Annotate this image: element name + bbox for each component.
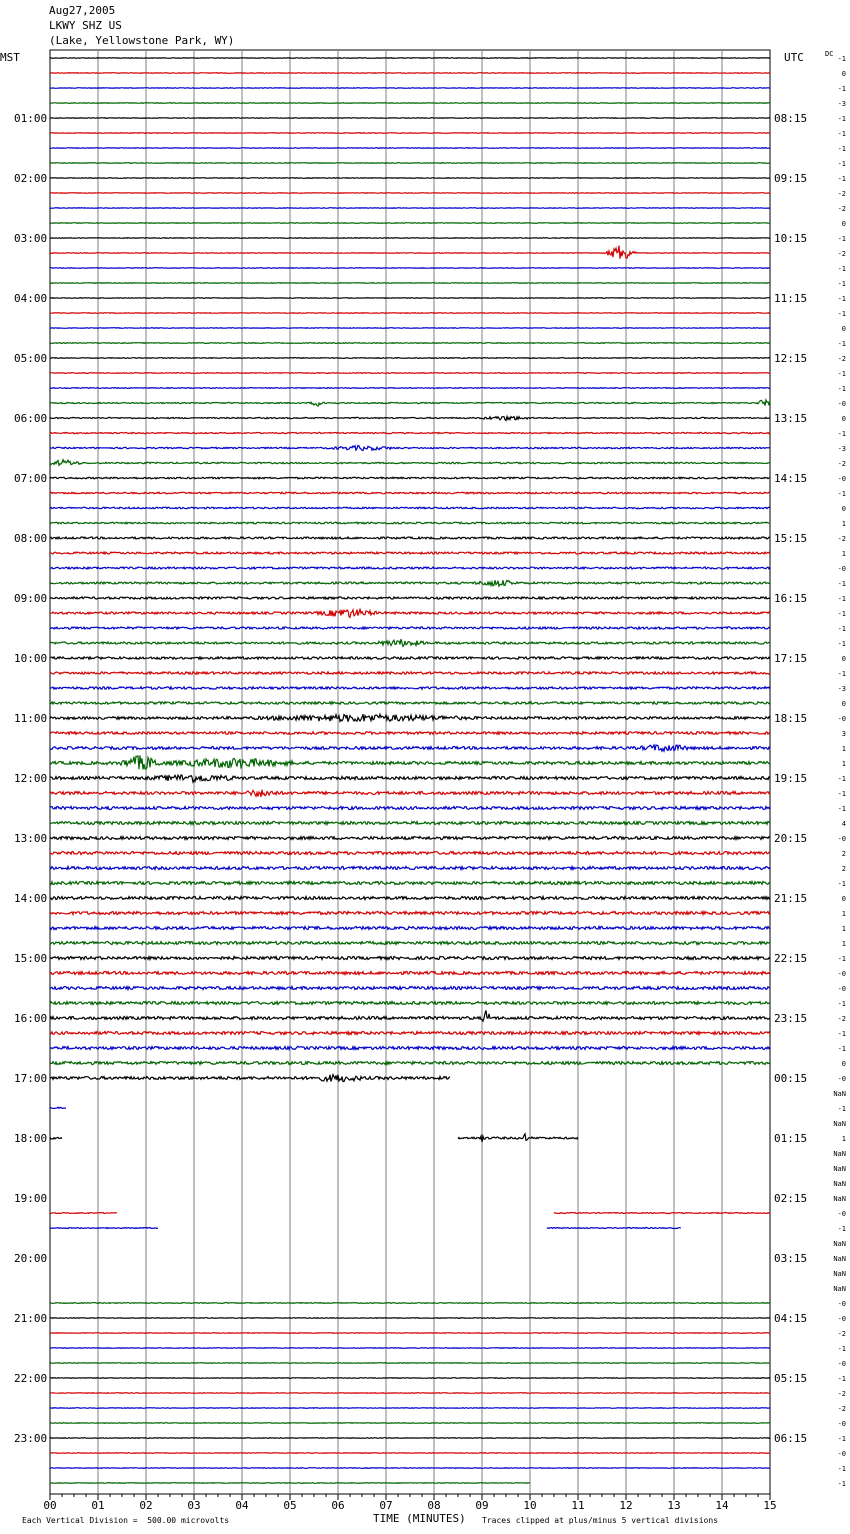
dc-offset-label: -1 xyxy=(837,880,846,888)
left-hour-label: 11:00 xyxy=(14,712,48,725)
dc-offset-label: -1 xyxy=(837,160,846,168)
right-hour-label: 16:15 xyxy=(774,592,808,605)
trace-line xyxy=(50,358,770,359)
dc-offset-label: NaN xyxy=(833,1195,846,1203)
trace-line xyxy=(50,987,770,990)
dc-offset-label: -1 xyxy=(837,1225,846,1233)
x-tick-label: 05 xyxy=(283,1499,297,1512)
trace-line xyxy=(50,1408,770,1409)
left-hour-label: 13:00 xyxy=(14,832,48,845)
right-hour-label: 11:15 xyxy=(774,292,808,305)
dc-offset-label: 0 xyxy=(841,325,846,333)
dc-offset-label: 1 xyxy=(841,520,846,528)
dc-offset-label: 0 xyxy=(841,1060,846,1068)
trace-line xyxy=(50,1333,770,1334)
dc-offset-label: NaN xyxy=(833,1255,846,1263)
left-hour-label: 04:00 xyxy=(14,292,48,305)
trace-line xyxy=(50,852,770,855)
left-hour-label: 22:00 xyxy=(14,1372,48,1385)
left-hour-label: 14:00 xyxy=(14,892,48,905)
trace-line xyxy=(50,822,770,825)
dc-offset-label: 1 xyxy=(841,925,846,933)
trace-line xyxy=(50,1438,770,1439)
left-hour-label: 20:00 xyxy=(14,1252,48,1265)
trace-line xyxy=(50,672,770,674)
trace-line xyxy=(50,1062,770,1065)
trace-line xyxy=(50,477,770,479)
trace-line xyxy=(50,1393,770,1394)
trace-line xyxy=(50,1423,770,1424)
dc-offset-label: -1 xyxy=(837,580,846,588)
dc-offset-label: -0 xyxy=(837,1075,846,1083)
header-station: LKWY SHZ US xyxy=(49,19,122,32)
trace-line xyxy=(50,714,770,722)
right-hour-label: 12:15 xyxy=(774,352,808,365)
right-hour-label: 09:15 xyxy=(774,172,808,185)
trace-line xyxy=(50,298,770,299)
dc-offset-label: 0 xyxy=(841,505,846,513)
trace-line xyxy=(50,460,770,466)
trace-line xyxy=(50,609,770,617)
dc-offset-label: -1 xyxy=(837,175,846,183)
dc-offset-label: -1 xyxy=(837,640,846,648)
plot-frame xyxy=(50,50,770,1494)
right-hour-label: 21:15 xyxy=(774,892,808,905)
trace-line xyxy=(50,972,770,975)
right-hour-label: 19:15 xyxy=(774,772,808,785)
trace-line xyxy=(50,58,770,59)
dc-offset-label: -2 xyxy=(837,1015,846,1023)
trace-line xyxy=(50,1137,62,1139)
trace-line xyxy=(50,942,770,945)
dc-offset-label: -0 xyxy=(837,475,846,483)
dc-offset-label: 0 xyxy=(841,415,846,423)
dc-offset-label: -1 xyxy=(837,145,846,153)
trace-line xyxy=(50,957,770,960)
dc-offset-label: 2 xyxy=(841,865,846,873)
dc-offset-label: -3 xyxy=(837,100,846,108)
dc-offset-label: -1 xyxy=(837,55,846,63)
x-tick-label: 15 xyxy=(763,1499,777,1512)
left-hour-label: 21:00 xyxy=(14,1312,48,1325)
dc-offset-label: -1 xyxy=(837,430,846,438)
right-hour-label: 23:15 xyxy=(774,1012,808,1025)
left-hour-label: 17:00 xyxy=(14,1072,48,1085)
dc-offset-label: -1 xyxy=(837,340,846,348)
trace-line xyxy=(50,103,770,104)
dc-offset-label: -0 xyxy=(837,1450,846,1458)
x-tick-label: 13 xyxy=(667,1499,681,1512)
trace-line xyxy=(50,790,770,797)
left-hour-label: 07:00 xyxy=(14,472,48,485)
trace-line xyxy=(50,882,770,885)
left-hour-label: 05:00 xyxy=(14,352,48,365)
dc-offset-label: 3 xyxy=(841,730,846,738)
trace-line xyxy=(50,1468,770,1469)
dc-offset-label: NaN xyxy=(833,1285,846,1293)
dc-offset-label: -1 xyxy=(837,115,846,123)
left-hour-label: 02:00 xyxy=(14,172,48,185)
dc-offset-label: -1 xyxy=(837,295,846,303)
dc-offset-label: 0 xyxy=(841,655,846,663)
dc-offset-label: -2 xyxy=(837,1405,846,1413)
trace-line xyxy=(50,897,770,900)
trace-line xyxy=(50,732,770,735)
dc-offset-label: -2 xyxy=(837,250,846,258)
left-hour-label: 15:00 xyxy=(14,952,48,965)
right-hour-label: 01:15 xyxy=(774,1132,808,1145)
trace-line xyxy=(50,246,770,259)
trace-line xyxy=(50,268,770,269)
dc-offset-label: -2 xyxy=(837,1390,846,1398)
trace-line xyxy=(50,388,770,389)
dc-offset-label: -2 xyxy=(837,355,846,363)
trace-line xyxy=(50,283,770,284)
dc-offset-label: -2 xyxy=(837,460,846,468)
dc-offset-label: 1 xyxy=(841,940,846,948)
dc-offset-label: -2 xyxy=(837,1330,846,1338)
trace-line xyxy=(50,193,770,194)
dc-offset-label: -2 xyxy=(837,205,846,213)
dc-offset-label: -1 xyxy=(837,775,846,783)
dc-offset-label: -1 xyxy=(837,1465,846,1473)
right-hour-label: 05:15 xyxy=(774,1372,808,1385)
right-axis-title: UTC xyxy=(784,51,804,64)
trace-line xyxy=(50,567,770,569)
dc-offset-label: -2 xyxy=(837,535,846,543)
x-tick-label: 09 xyxy=(475,1499,489,1512)
trace-line xyxy=(50,148,770,149)
trace-line xyxy=(50,867,770,870)
x-tick-label: 04 xyxy=(235,1499,249,1512)
dc-offset-label: -3 xyxy=(837,685,846,693)
dc-offset-label: -1 xyxy=(837,370,846,378)
dc-offset-label: NaN xyxy=(833,1090,846,1098)
trace-line xyxy=(554,1213,770,1214)
trace-group xyxy=(50,58,770,1484)
dc-offset-label: -1 xyxy=(837,610,846,618)
trace-line xyxy=(50,1348,770,1349)
trace-line xyxy=(50,1213,117,1214)
dc-offset-label: -0 xyxy=(837,1420,846,1428)
dc-offset-label: NaN xyxy=(833,1270,846,1278)
trace-line xyxy=(50,597,770,599)
dc-offset-label: -0 xyxy=(837,1210,846,1218)
dc-offset-label: NaN xyxy=(833,1150,846,1158)
trace-line xyxy=(50,1032,770,1035)
left-hour-label: 18:00 xyxy=(14,1132,48,1145)
dc-offset-label: 1 xyxy=(841,1135,846,1143)
trace-line xyxy=(50,807,770,810)
plot-grid xyxy=(50,50,770,1494)
dc-offset-label: 1 xyxy=(841,550,846,558)
left-hour-label: 16:00 xyxy=(14,1012,48,1025)
dc-offset-label: -1 xyxy=(837,1045,846,1053)
dc-offset-label: -0 xyxy=(837,985,846,993)
x-tick-label: 02 xyxy=(139,1499,153,1512)
trace-line xyxy=(50,745,770,751)
trace-line xyxy=(50,1483,530,1484)
trace-line xyxy=(50,657,770,659)
trace-line xyxy=(50,238,770,239)
dc-offset-label: 1 xyxy=(841,910,846,918)
trace-line xyxy=(50,1011,770,1022)
left-hour-label: 09:00 xyxy=(14,592,48,605)
trace-line xyxy=(50,522,770,524)
dc-offset-label: NaN xyxy=(833,1240,846,1248)
dc-label: DC xyxy=(825,50,834,58)
right-hour-label: 06:15 xyxy=(774,1432,808,1445)
dc-offset-label: 1 xyxy=(841,760,846,768)
vertical-division-note: Each Vertical Division = 500.00 microvolts xyxy=(22,1516,230,1525)
left-hour-label: 23:00 xyxy=(14,1432,48,1445)
trace-line xyxy=(50,343,770,344)
x-tick-label: 00 xyxy=(43,1499,57,1512)
trace-line xyxy=(50,163,770,164)
trace-line xyxy=(50,927,770,930)
dc-offset-label: -0 xyxy=(837,970,846,978)
right-hour-label: 03:15 xyxy=(774,1252,808,1265)
trace-line xyxy=(50,702,770,704)
trace-line xyxy=(50,313,770,314)
dc-offset-label: -3 xyxy=(837,445,846,453)
trace-line xyxy=(50,223,770,224)
trace-line xyxy=(50,400,770,406)
left-hour-label: 03:00 xyxy=(14,232,48,245)
dc-offset-label: -0 xyxy=(837,400,846,408)
dc-offset-label: -0 xyxy=(837,835,846,843)
dc-offset-label: NaN xyxy=(833,1180,846,1188)
trace-line xyxy=(547,1228,681,1229)
dc-offset-label: -1 xyxy=(837,1375,846,1383)
dc-offset-label: 0 xyxy=(841,70,846,78)
x-tick-label: 12 xyxy=(619,1499,633,1512)
dc-offset-label: -1 xyxy=(837,1480,846,1488)
dc-offset-label: -0 xyxy=(837,565,846,573)
trace-line xyxy=(50,775,770,782)
trace-line xyxy=(50,492,770,494)
right-hour-label: 02:15 xyxy=(774,1192,808,1205)
trace-line xyxy=(50,88,770,89)
x-tick-label: 08 xyxy=(427,1499,441,1512)
right-hour-label: 20:15 xyxy=(774,832,808,845)
dc-offset-label: -1 xyxy=(837,265,846,273)
dc-offset-label: -1 xyxy=(837,280,846,288)
dc-offset-label: -1 xyxy=(837,1435,846,1443)
trace-line xyxy=(50,73,770,74)
trace-line xyxy=(50,1378,770,1379)
trace-line xyxy=(50,1453,770,1454)
trace-line xyxy=(50,1075,450,1082)
trace-line xyxy=(50,373,770,374)
trace-line xyxy=(50,1363,770,1364)
trace-line xyxy=(50,537,770,539)
trace-line xyxy=(50,1318,770,1319)
x-axis-title: TIME (MINUTES) xyxy=(373,1512,466,1525)
x-tick-label: 07 xyxy=(379,1499,393,1512)
dc-offset-label: 0 xyxy=(841,700,846,708)
right-hour-label: 13:15 xyxy=(774,412,808,425)
dc-offset-label: -1 xyxy=(837,85,846,93)
right-hour-label: 17:15 xyxy=(774,652,808,665)
dc-offset-label: -2 xyxy=(837,190,846,198)
trace-line xyxy=(50,507,770,509)
header-location: (Lake, Yellowstone Park, WY) xyxy=(49,34,235,47)
x-tick-label: 01 xyxy=(91,1499,105,1512)
right-hour-label: 22:15 xyxy=(774,952,808,965)
trace-line xyxy=(50,1002,770,1005)
dc-offset-label: -1 xyxy=(837,805,846,813)
trace-line xyxy=(50,837,770,840)
trace-line xyxy=(50,133,770,134)
dc-offset-label: 0 xyxy=(841,220,846,228)
dc-offset-label: -1 xyxy=(837,670,846,678)
trace-line xyxy=(50,580,770,586)
dc-offset-label: NaN xyxy=(833,1165,846,1173)
dc-offset-label: -1 xyxy=(837,310,846,318)
trace-line xyxy=(50,446,770,451)
dc-offset-label: -0 xyxy=(837,1315,846,1323)
x-tick-label: 14 xyxy=(715,1499,729,1512)
dc-offset-label: NaN xyxy=(833,1120,846,1128)
dc-offset-label: -1 xyxy=(837,385,846,393)
clip-note: Traces clipped at plus/minus 5 vertical divisions xyxy=(482,1516,719,1525)
dc-offset-label: -0 xyxy=(837,715,846,723)
left-hour-label: 01:00 xyxy=(14,112,48,125)
trace-line xyxy=(50,178,770,179)
trace-line xyxy=(50,912,770,915)
dc-offset-label: -1 xyxy=(837,955,846,963)
dc-offset-label: -1 xyxy=(837,790,846,798)
left-axis-title: MST xyxy=(0,51,20,64)
trace-line xyxy=(50,1303,770,1304)
trace-line xyxy=(50,627,770,629)
left-hour-label: 06:00 xyxy=(14,412,48,425)
x-tick-label: 03 xyxy=(187,1499,201,1512)
trace-line xyxy=(50,1228,158,1229)
x-tick-label: 11 xyxy=(571,1499,585,1512)
dc-offset-label: -1 xyxy=(837,1030,846,1038)
trace-line xyxy=(50,328,770,329)
trace-line xyxy=(50,432,770,433)
dc-offset-label: -1 xyxy=(837,130,846,138)
trace-line xyxy=(50,1107,66,1108)
dc-offset-label: -1 xyxy=(837,490,846,498)
left-hour-label: 12:00 xyxy=(14,772,48,785)
trace-line xyxy=(50,552,770,554)
left-hour-label: 10:00 xyxy=(14,652,48,665)
right-hour-label: 14:15 xyxy=(774,472,808,485)
left-hour-label: 19:00 xyxy=(14,1192,48,1205)
x-tick-label: 10 xyxy=(523,1499,537,1512)
left-hour-label: 08:00 xyxy=(14,532,48,545)
dc-offset-label: -1 xyxy=(837,1000,846,1008)
dc-offset-label: 4 xyxy=(841,820,846,828)
dc-offset-label: 0 xyxy=(841,895,846,903)
header-date: Aug27,2005 xyxy=(49,4,116,17)
dc-offset-label: -1 xyxy=(837,1345,846,1353)
trace-line xyxy=(50,118,770,119)
label-group xyxy=(0,50,846,1512)
dc-offset-label: -0 xyxy=(837,1360,846,1368)
dc-offset-label: -0 xyxy=(837,1300,846,1308)
dc-offset-label: -1 xyxy=(837,235,846,243)
dc-offset-label: 2 xyxy=(841,850,846,858)
trace-line xyxy=(50,417,770,421)
dc-offset-label: 1 xyxy=(841,745,846,753)
right-hour-label: 10:15 xyxy=(774,232,808,245)
trace-line xyxy=(50,639,770,646)
dc-offset-label: -1 xyxy=(837,625,846,633)
trace-line xyxy=(50,687,770,689)
x-tick-label: 06 xyxy=(331,1499,345,1512)
trace-line xyxy=(50,1047,770,1050)
trace-line xyxy=(50,208,770,209)
trace-line xyxy=(50,755,770,769)
right-hour-label: 04:15 xyxy=(774,1312,808,1325)
right-hour-label: 08:15 xyxy=(774,112,808,125)
dc-offset-label: -1 xyxy=(837,595,846,603)
dc-offset-label: -1 xyxy=(837,1105,846,1113)
right-hour-label: 18:15 xyxy=(774,712,808,725)
trace-line xyxy=(458,1134,578,1142)
right-hour-label: 00:15 xyxy=(774,1072,808,1085)
right-hour-label: 15:15 xyxy=(774,532,808,545)
